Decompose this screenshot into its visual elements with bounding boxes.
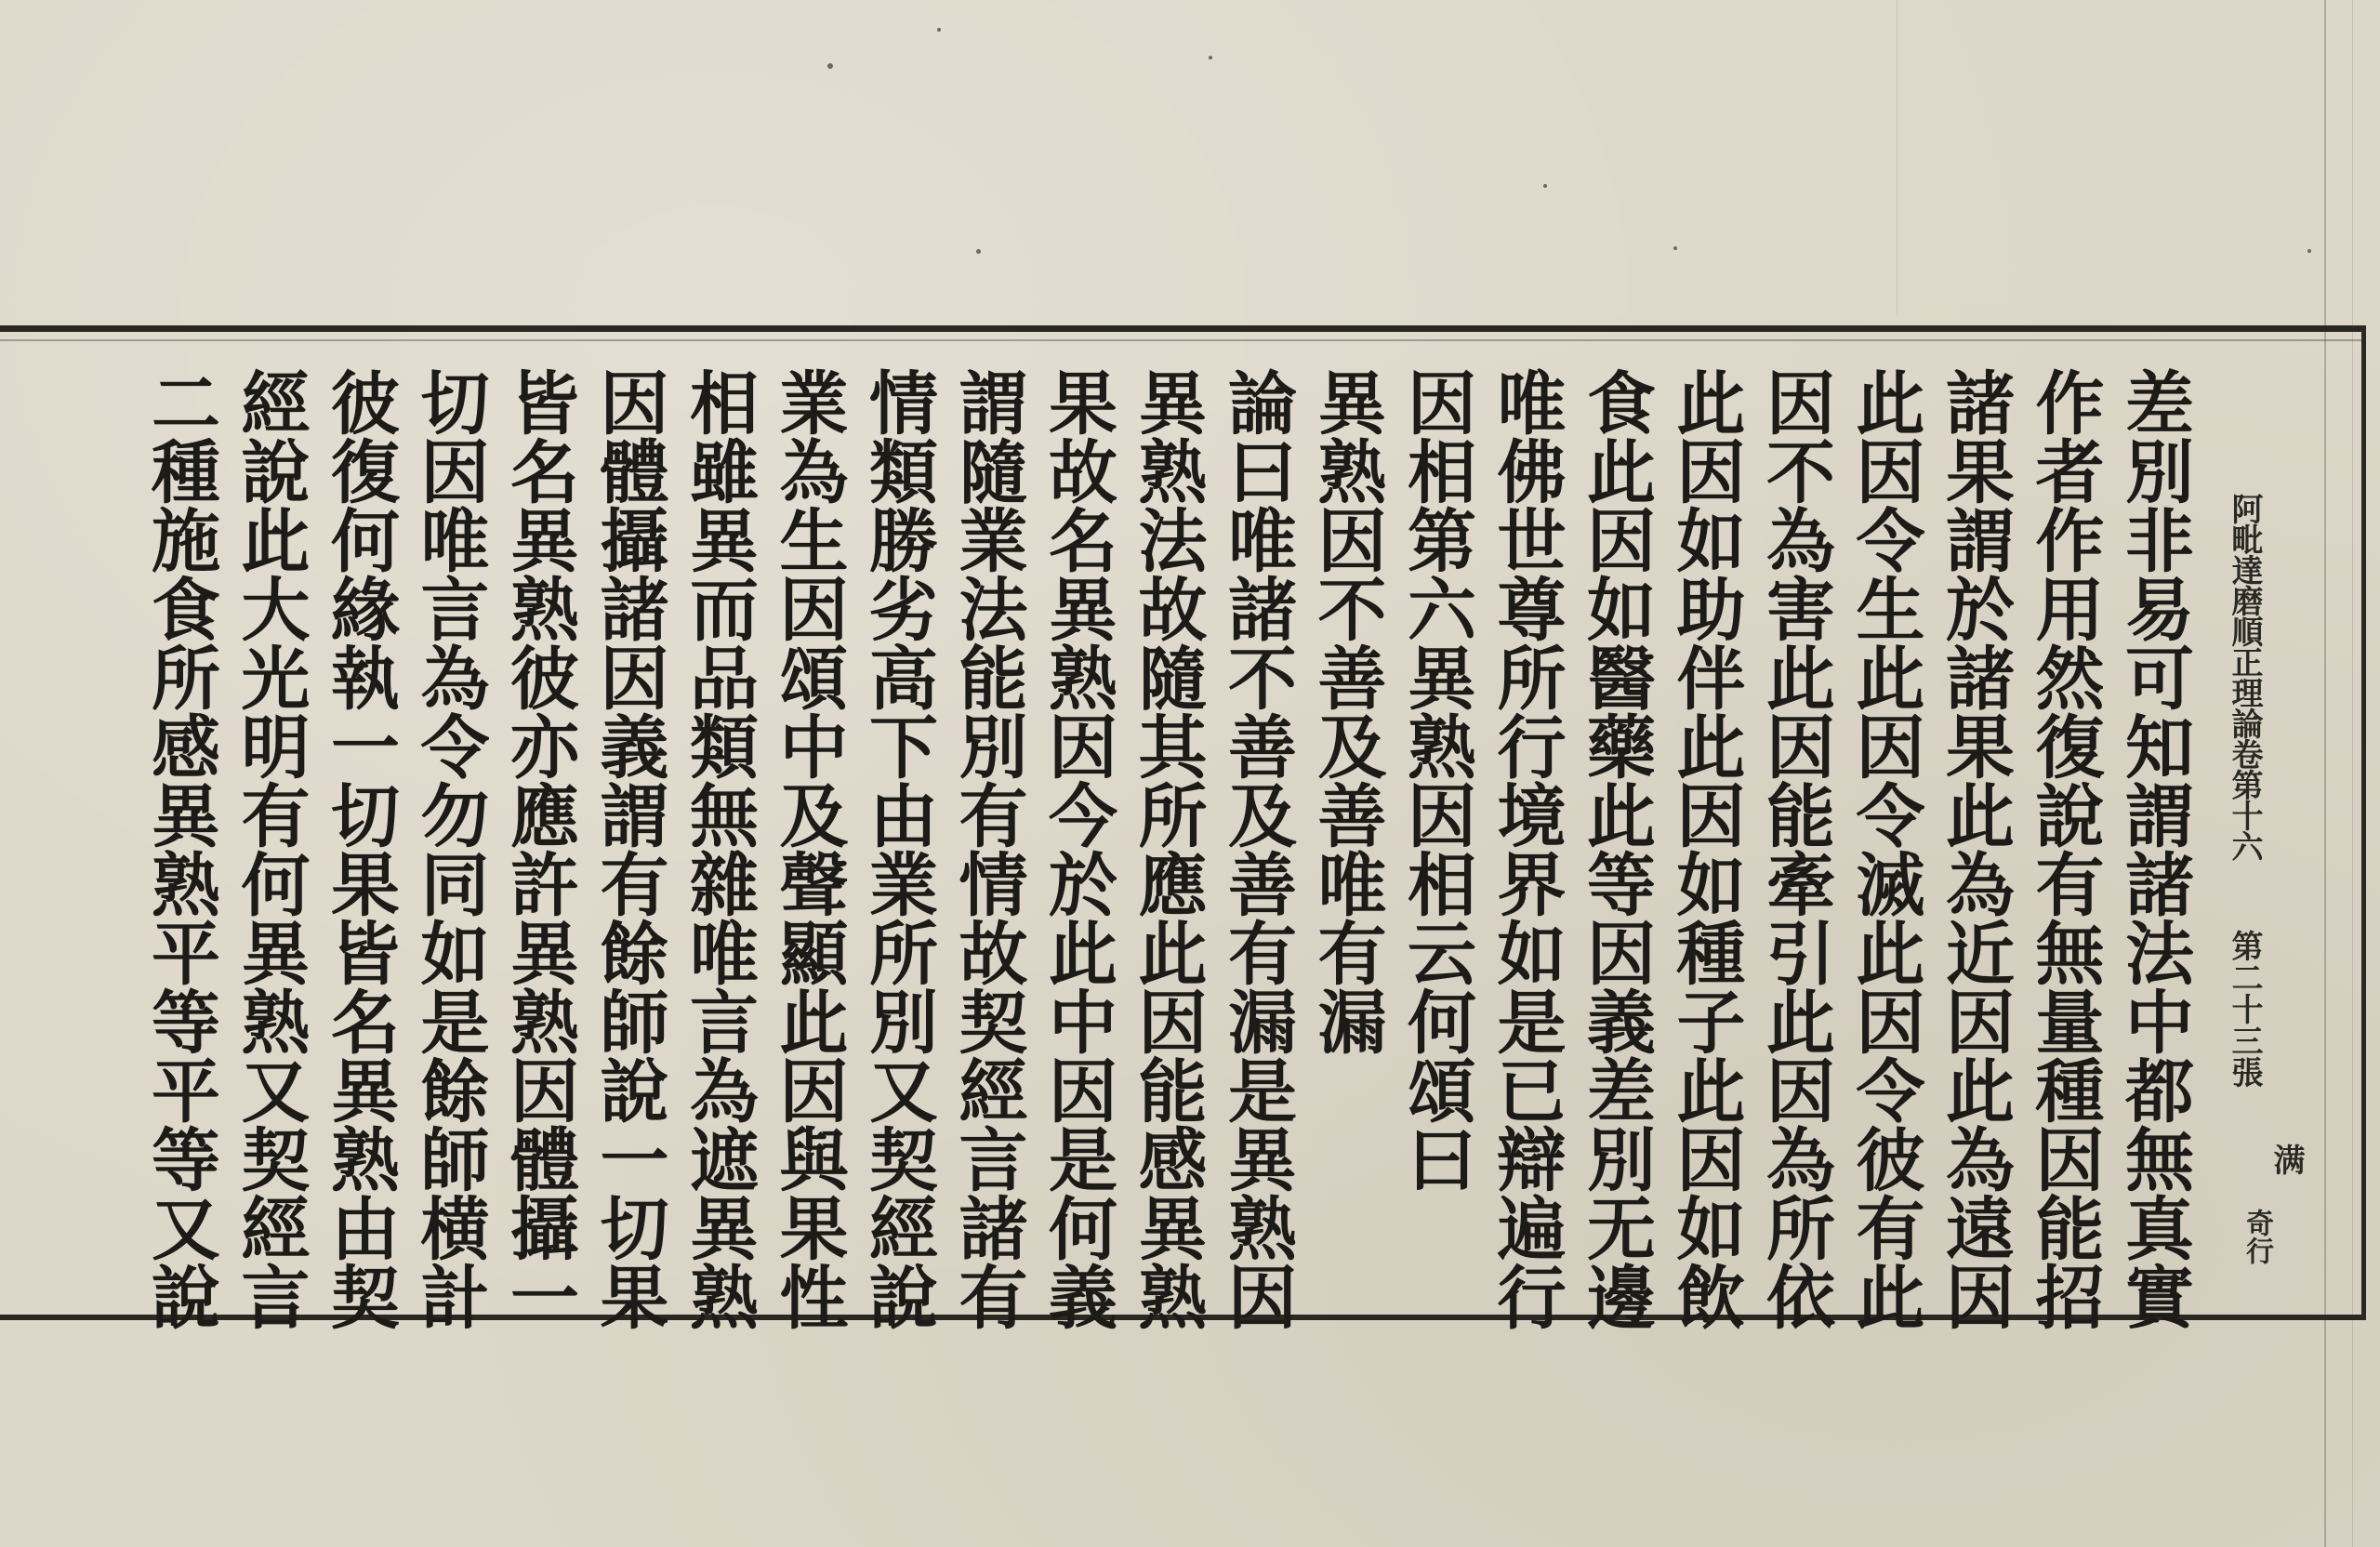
ink-speck [1209, 56, 1212, 60]
text-column: 此因令生此因令滅此因令彼有此 [1844, 367, 1925, 1330]
ink-speck [937, 28, 941, 32]
text-column: 情類勝劣高下由業所別又契經說 [858, 367, 938, 1330]
text-column: 論曰唯諸不善及善有漏是異熟因 [1217, 367, 1297, 1330]
ink-speck [827, 63, 833, 69]
text-column: 因相第六異熟因相云何頌曰 [1396, 367, 1476, 1193]
margin-mark-odd: 奇行 [2241, 1209, 2273, 1264]
text-column: 異熟法故隨其所應此因能感異熟 [1127, 367, 1208, 1330]
text-column: 因不為害此因能牽引此因為所依 [1755, 367, 1835, 1330]
sheet-number: 第二十三張 [2226, 930, 2263, 1088]
margin-mark-full: 满 [2268, 1144, 2305, 1175]
text-column: 謂隨業法能別有情故契經言諸有 [947, 367, 1028, 1330]
text-column: 相雖異而品類無雜唯言為遮異熟 [679, 367, 759, 1330]
text-column: 異熟因不善及善唯有漏 [1306, 367, 1387, 1055]
volume-title: 阿毗達磨順正理論卷第十六 [2226, 493, 2263, 861]
text-column: 諸果謂於諸果此為近因此為遠因 [1935, 367, 2015, 1330]
ink-speck [1543, 184, 1547, 188]
text-column: 作者作用然復說有無量種因能招 [2024, 367, 2105, 1330]
text-column: 此因如助伴此因如種子此因如飲 [1665, 367, 1746, 1330]
ink-speck [976, 249, 981, 254]
text-column: 彼復何緣執一切果皆名異熟由契 [320, 367, 400, 1330]
text-column: 因體攝諸因義謂有餘師說一切果 [588, 367, 669, 1330]
text-column: 食此因如醫藥此等因義差別无邊 [1576, 367, 1656, 1330]
ink-speck [1673, 246, 1677, 250]
text-column: 唯佛世尊所行境界如是已辯遍行 [1486, 367, 1567, 1330]
ink-speck [2307, 249, 2311, 253]
text-column: 經說此大光明有何異熟又契經言 [230, 367, 311, 1330]
text-column: 皆名異熟彼亦應許異熟因體攝一 [499, 367, 579, 1330]
text-column: 業為生因頌中及聲顯此因與果性 [768, 367, 849, 1330]
text-column: 差別非易可知謂諸法中都無真實 [2114, 367, 2194, 1330]
text-column: 二種施食所感異熟平等平等又說 [140, 367, 220, 1330]
text-column: 切因唯言為令勿同如是餘師横計 [409, 367, 490, 1330]
text-column: 果故名異熟因今於此中因是何義 [1038, 367, 1117, 1330]
